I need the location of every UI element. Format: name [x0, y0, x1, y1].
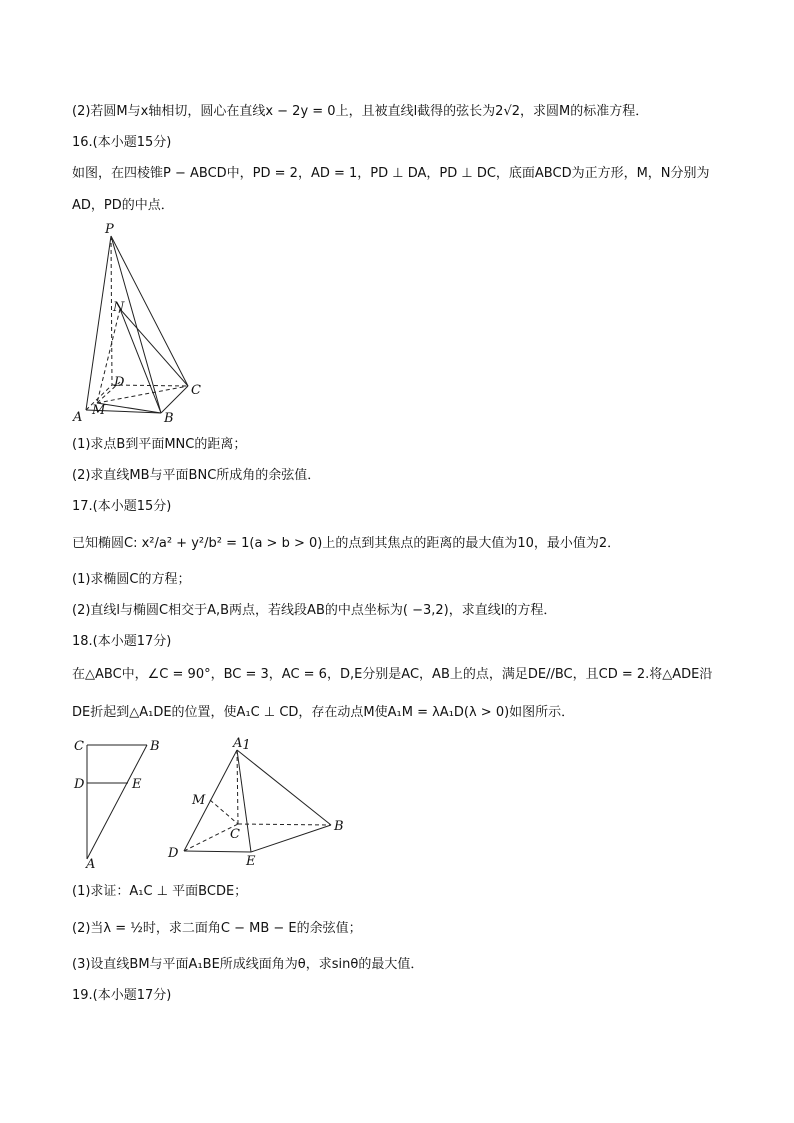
label-A1: A1: [233, 736, 251, 753]
pyramid-figure: [70, 222, 210, 427]
label-A: A: [73, 410, 83, 425]
label-D: D: [74, 777, 85, 792]
line-17: 19.(本小题17分): [72, 988, 172, 1003]
line-5: (1)求点B到平面MNC的距离；: [72, 437, 247, 452]
triangle-figure: [70, 734, 170, 869]
line-7: 17.(本小题15分): [72, 499, 172, 514]
label-M: M: [192, 793, 206, 808]
folded-figure: [160, 730, 360, 870]
line-2: 16.(本小题15分): [72, 135, 172, 150]
line-10: (2)直线l与椭圆C相交于A,B两点，若线段AB的中点坐标为( −3,2)，求直线l的方程．: [72, 603, 557, 618]
label-E: E: [132, 777, 142, 792]
label-C: C: [74, 739, 84, 754]
line-12: 在△ABC中，∠C = 90°，BC = 3，AC = 6，D,E分别是AC，AB上的点，满足DE//BC，且CD = 2.将△ADE沿: [72, 667, 713, 682]
label-B: B: [334, 819, 344, 834]
line-16: (3)设直线BM与平面A₁BE所成线面角为θ，求sinθ的最大值．: [72, 957, 424, 972]
line-6: (2)求直线MB与平面BNC所成角的余弦值．: [72, 468, 321, 483]
label-P: P: [105, 222, 114, 237]
label-C: C: [191, 383, 201, 398]
label-M: M: [92, 403, 106, 418]
label-C: C: [230, 827, 240, 842]
label-B: B: [150, 739, 160, 754]
line-11: 18.(本小题17分): [72, 634, 172, 649]
line-8: 已知椭圆C: x²/a² + y²/b² = 1(a > b > 0)上的点到其焦点的距离的最大值为10，最小值为2．: [72, 536, 621, 551]
line-3: 如图，在四棱锥P − ABCD中，PD = 2，AD = 1，PD ⊥ DA，PD ⊥ DC，底面ABCD为正方形，M，N分别为: [72, 166, 710, 181]
label-B: B: [164, 411, 174, 426]
label-D: D: [114, 375, 125, 390]
line-13: DE折起到△A₁DE的位置，使A₁C ⊥ CD，存在动点M使A₁M = λA₁D(λ > 0)如图所示．: [72, 705, 575, 720]
line-9: (1)求椭圆C的方程；: [72, 572, 191, 587]
line-4: AD，PD的中点．: [72, 198, 174, 213]
label-A: A: [86, 857, 96, 869]
line-15: (2)当λ = ½时，求二面角C − MB − E的余弦值；: [72, 921, 362, 936]
line-1: (2)若圆M与x轴相切，圆心在直线x − 2y = 0上，且被直线l截得的弦长为2√2，求圆M的标准方程．: [72, 104, 649, 119]
line-14: (1)求证：A₁C ⊥ 平面BCDE；: [72, 884, 248, 899]
label-E: E: [246, 854, 256, 869]
label-D: D: [168, 846, 179, 861]
label-N: N: [113, 300, 125, 315]
